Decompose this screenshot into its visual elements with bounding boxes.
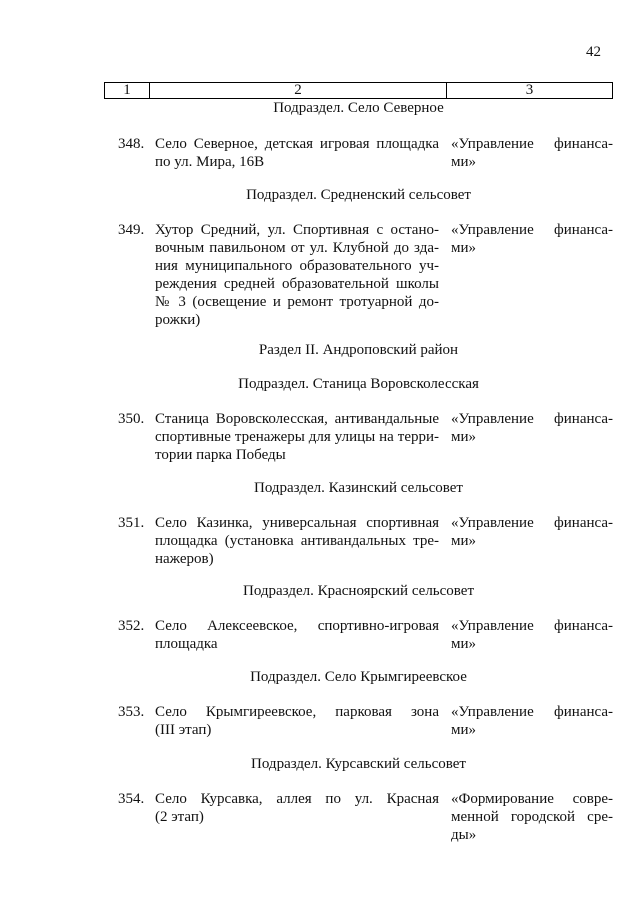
object-description [155,221,439,329]
description-line: (III этап) [155,722,212,738]
program-name [451,790,613,844]
program-line: ми» [451,722,477,738]
program-line: «Управление финанса- [451,222,613,238]
row-number: 352. [118,618,145,634]
description-line: Село Казинка, универсальная спортивная [155,515,439,531]
program-line: ды» [451,827,477,843]
row-number: 354. [118,791,145,807]
object-description [155,135,439,171]
row-number: 349. [118,222,145,238]
description-line: нажеров) [155,551,214,567]
description-line: спортивные тренажеры для улицы на терри- [155,429,439,445]
section-heading: Подраздел. Курсавский сельсовет [251,756,466,772]
program-line: «Управление финанса- [451,136,613,152]
section-heading: Подраздел. Красноярский сельсовет [242,583,475,599]
program-line: ми» [451,636,477,652]
program-line: «Управление финанса- [451,411,613,427]
section-heading: Подраздел. Средненский сельсовет [246,187,471,203]
row-number: 351. [118,515,145,531]
page-number: 42 [586,44,601,60]
description-line: Село Северное, детская игровая площадка [155,136,439,152]
program-line: ми» [451,429,477,445]
column-header-1: 1 [105,83,150,98]
description-line: ния муниципального образовательного уч- [155,258,439,274]
description-line: Станица Воровсколесская, антивандальные [155,411,439,427]
description-line: вочным павильоном от ул. Клубной до зда- [155,240,439,256]
program-line: менной городской сре- [451,809,613,825]
description-line: Село Курсавка, аллея по ул. Красная [155,791,439,807]
column-header-2: 2 [150,83,447,98]
object-description [155,703,439,739]
description-line: Хутор Средний, ул. Спортивная с остано- [155,222,439,238]
program-name [451,514,613,550]
program-line: ми» [451,240,477,256]
section-heading: Подраздел. Село Крымгиреевское [250,669,467,685]
program-line: ми» [451,533,477,549]
program-name [451,617,613,653]
description-line: реждения средней образовательной школы [155,276,439,292]
row-number: 348. [118,136,145,152]
description-line: площадка (установка антивандальных тре- [155,533,439,549]
section-heading: Подраздел. Казинский сельсовет [253,480,463,496]
program-line: ми» [451,154,477,170]
program-line: «Управление финанса- [451,704,613,720]
description-line: Село Алексеевское, спортивно-игровая [155,618,439,634]
row-number: 353. [118,704,145,720]
description-line: № 3 (освещение и ремонт тротуарной до- [155,294,439,310]
section-heading: Подраздел. Село Северное [273,100,444,116]
object-description [155,617,439,653]
description-line: тории парка Победы [155,447,286,463]
object-description [155,514,439,568]
description-line: по ул. Мира, 16В [155,154,265,170]
column-header-3: 3 [525,82,534,98]
description-line: Село Крымгиреевское, парковая зона [155,704,439,720]
description-line: площадка [155,636,218,652]
row-number: 350. [118,411,145,427]
program-name [451,703,613,739]
program-line: «Формирование совре- [451,791,613,807]
program-name [451,410,613,446]
program-name [451,221,613,257]
section-heading: Подраздел. Станица Воровсколесская [238,376,479,392]
program-name [451,135,613,171]
description-line: рожки) [155,312,201,328]
table-header-row [104,82,613,99]
section-heading: Раздел II. Андроповский район [258,342,459,358]
object-description [155,410,439,464]
description-line: (2 этап) [155,809,204,825]
program-line: «Управление финанса- [451,515,613,531]
program-line: «Управление финанса- [451,618,613,634]
object-description [155,790,439,826]
